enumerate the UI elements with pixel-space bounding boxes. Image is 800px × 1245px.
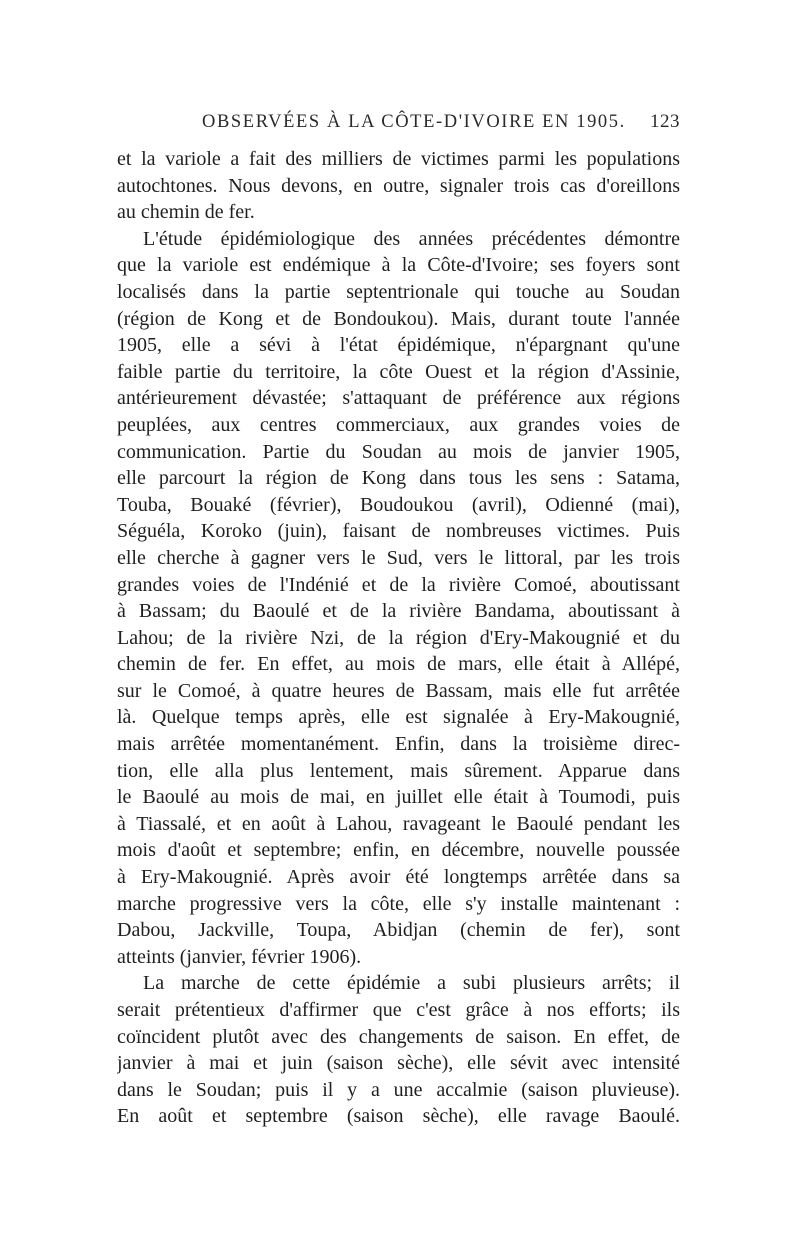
text-line: à Bassam; du Baoulé et de la rivière Bandama, aboutissant à (117, 600, 680, 623)
text-line: le Baoulé au mois de mai, en juillet elle était à Toumodi, puis (117, 786, 680, 809)
text-line: là. Quelque temps après, elle est signalée à Ery-Makougnié, (117, 706, 680, 729)
text-line: (région de Kong et de Bondoukou). Mais, durant toute l'année (117, 307, 680, 330)
text-line: dans le Soudan; puis il y a une accalmie (saison pluvieuse). (117, 1078, 680, 1101)
text-line: à Ery-Makougnié. Après avoir été longtemps arrêtée dans sa (117, 866, 680, 889)
text-line: que la variole est endémique à la Côte-d'Ivoire; ses foyers sont (117, 254, 680, 277)
text-line: Séguéla, Koroko (juin), faisant de nombreuses victimes. Puis (117, 520, 680, 543)
text-line: janvier à mai et juin (saison sèche), elle sévit avec intensité (117, 1052, 680, 1075)
text-line: au chemin de fer. (117, 201, 255, 224)
text-line: marche progressive vers la côte, elle s'y installe maintenant : (117, 892, 680, 915)
text-line: elle parcourt la région de Kong dans tous les sens : Satama, (117, 467, 680, 490)
text-line: mois d'août et septembre; enfin, en décembre, nouvelle poussée (117, 839, 680, 862)
text-line: Touba, Bouaké (février), Boudoukou (avril), Odienné (mai), (117, 493, 680, 516)
text-line: mais arrêtée momentanément. Enfin, dans la troisième direc- (117, 733, 680, 756)
text-line: antérieurement dévastée; s'attaquant de préférence aux régions (117, 387, 680, 410)
text-line: La marche de cette épidémie a subi plusieurs arrêts; il (143, 972, 680, 995)
text-line: elle cherche à gagner vers le Sud, vers le littoral, par les trois (117, 546, 680, 569)
text-line: à Tiassalé, et en août à Lahou, ravageant le Baoulé pendant les (117, 812, 680, 835)
text-line: communication. Partie du Soudan au mois de janvier 1905, (117, 440, 680, 463)
text-line: tion, elle alla plus lentement, mais sûrement. Apparue dans (117, 759, 680, 782)
text-line: et la variole a fait des milliers de victimes parmi les populations (117, 148, 680, 170)
text-line: sur le Comoé, à quatre heures de Bassam, mais elle fut arrêtée (117, 679, 680, 702)
text-line: localisés dans la partie septentrionale qui touche au Soudan (117, 280, 680, 303)
text-line: chemin de fer. En effet, au mois de mars, elle était à Allépé, (117, 653, 680, 676)
text-line: grandes voies de l'Indénié et de la rivière Comoé, aboutissant (117, 573, 680, 596)
text-line: Lahou; de la rivière Nzi, de la région d'Ery-Makougnié et du (117, 626, 680, 649)
text-line: peuplées, aux centres commerciaux, aux grandes voies de (117, 413, 680, 436)
text-line: faible partie du territoire, la côte Ouest et la région d'Assinie, (117, 360, 680, 383)
text-line: Dabou, Jackville, Toupa, Abidjan (chemin de fer), sont (117, 919, 680, 942)
text-line: En août et septembre (saison sèche), elle ravage Baoulé. (117, 1105, 680, 1128)
page-number: 123 (650, 111, 680, 132)
text-line: coïncident plutôt avec des changements de saison. En effet, de (117, 1025, 680, 1048)
text-line: atteints (janvier, février 1906). (117, 945, 362, 968)
body-text (117, 146, 680, 1130)
running-title: OBSERVÉES À LA CÔTE-D'IVOIRE EN 1905. (202, 112, 626, 132)
text-line: 1905, elle a sévi à l'état épidémique, n'épargnant qu'une (117, 334, 680, 357)
text-line: serait prétentieux d'affirmer que c'est grâce à nos efforts; ils (117, 999, 680, 1021)
running-head (117, 107, 680, 137)
text-line: L'étude épidémiologique des années précédentes démontre (143, 227, 680, 250)
text-line: autochtones. Nous devons, en outre, signaler trois cas d'oreillons (117, 174, 680, 197)
